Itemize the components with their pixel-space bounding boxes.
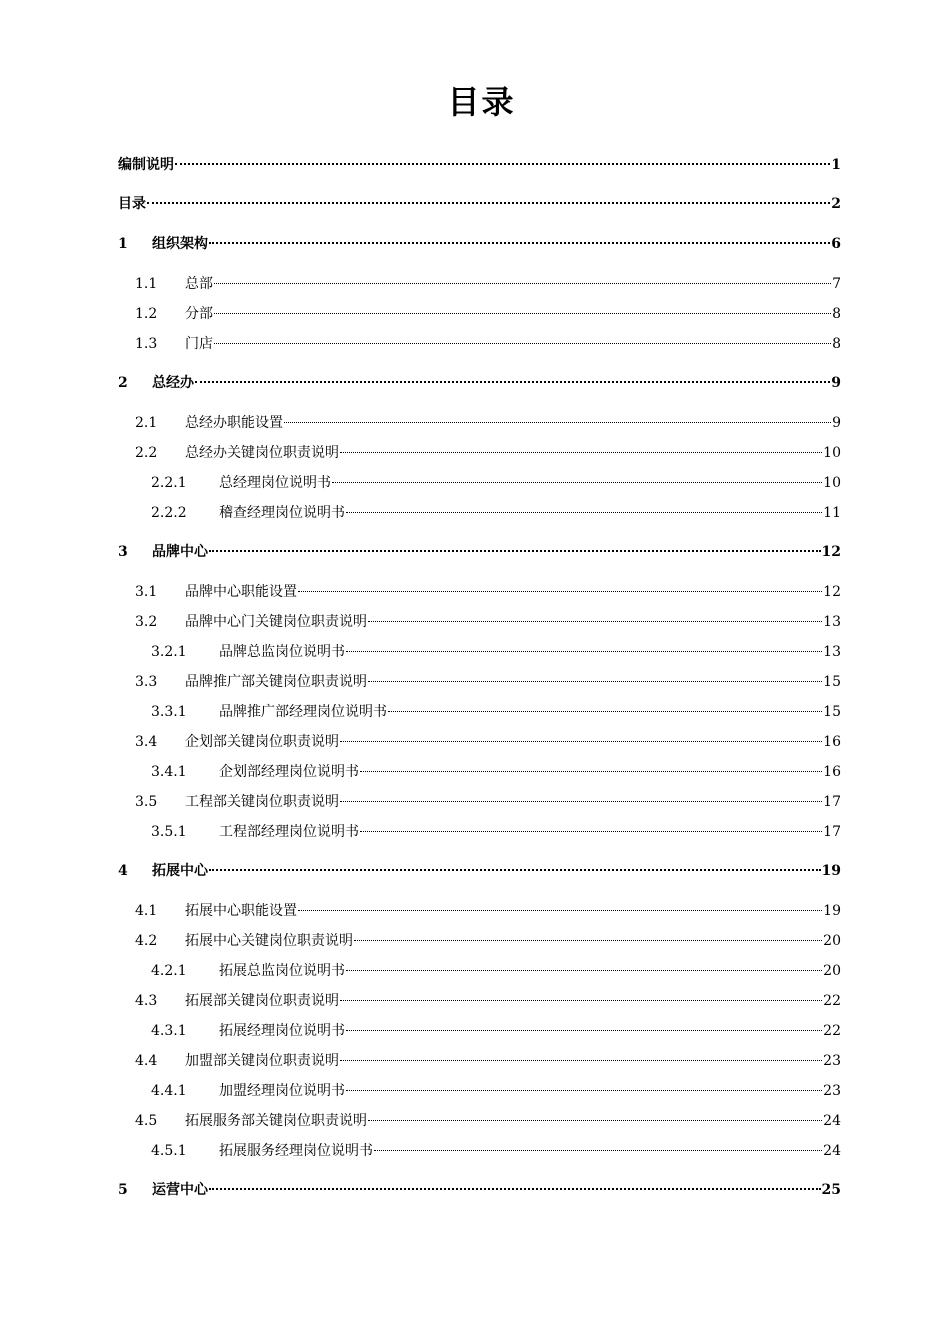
toc-entry-title: 加盟部关键岗位职责说明	[185, 1053, 339, 1069]
toc-dot-leader	[354, 925, 822, 945]
toc-entry-title: 品牌中心	[152, 544, 208, 560]
toc-entry-title: 加盟经理岗位说明书	[219, 1083, 345, 1099]
toc-entry-title: 品牌推广部关键岗位职责说明	[185, 674, 367, 690]
toc-entry-page-number: 10	[823, 475, 841, 491]
toc-entry-page-number: 20	[823, 963, 841, 979]
toc-entry-number: 3.4	[135, 734, 158, 750]
toc-entry-number: 3.4.1	[151, 764, 187, 780]
toc-dot-leader	[340, 786, 822, 806]
toc-dot-leader	[374, 1135, 822, 1155]
toc-entry-number: 1.3	[135, 336, 158, 352]
toc-entry[interactable]	[118, 188, 841, 212]
toc-dot-leader	[360, 816, 822, 836]
toc-entry-title: 工程部经理岗位说明书	[219, 824, 359, 840]
toc-entry-page-number: 23	[823, 1053, 841, 1069]
toc-entry-title: 总经理岗位说明书	[219, 475, 331, 491]
toc-entry-page-number: 13	[823, 614, 841, 630]
toc-dot-leader	[340, 1045, 822, 1065]
toc-entry[interactable]	[135, 1045, 841, 1069]
toc-entry-number: 4.3.1	[151, 1023, 187, 1039]
toc-dot-leader	[298, 895, 822, 915]
toc-entry[interactable]	[151, 1075, 841, 1099]
toc-entry-page-number: 12	[821, 544, 841, 560]
toc-entry[interactable]	[135, 985, 841, 1009]
toc-dot-leader	[147, 188, 830, 208]
toc-entry[interactable]	[135, 328, 841, 352]
toc-entry-page-number: 8	[832, 306, 841, 322]
toc-dot-leader	[340, 985, 822, 1005]
toc-entry[interactable]	[151, 467, 841, 491]
toc-entry[interactable]	[135, 576, 841, 600]
toc-entry[interactable]	[135, 1105, 841, 1129]
toc-entry[interactable]	[135, 407, 841, 431]
toc-entry[interactable]	[151, 756, 841, 780]
toc-entry-title: 企划部关键岗位职责说明	[185, 734, 339, 750]
toc-entry-title: 总经办	[152, 375, 194, 391]
toc-entry-page-number: 15	[823, 704, 841, 720]
toc-entry-title: 组织架构	[152, 236, 208, 252]
toc-entry-title: 品牌总监岗位说明书	[219, 644, 345, 660]
toc-dot-leader	[298, 576, 822, 596]
toc-entry[interactable]	[135, 895, 841, 919]
toc-entry-page-number: 25	[821, 1182, 841, 1198]
toc-dot-leader	[209, 855, 821, 875]
toc-entry[interactable]	[151, 955, 841, 979]
toc-entry[interactable]	[151, 636, 841, 660]
toc-entry[interactable]	[151, 497, 841, 521]
toc-entry[interactable]	[118, 536, 841, 560]
toc-dot-leader	[209, 536, 821, 556]
toc-entry[interactable]	[118, 228, 841, 252]
toc-entry-number: 5	[118, 1182, 128, 1198]
toc-entry[interactable]	[118, 149, 841, 173]
toc-entry-title: 总经办关键岗位职责说明	[185, 445, 339, 461]
toc-dot-leader	[214, 298, 831, 318]
toc-entry-title: 稽查经理岗位说明书	[219, 505, 345, 521]
toc-entry-title: 目录	[118, 196, 146, 212]
toc-entry-number: 4.2	[135, 933, 158, 949]
toc-dot-leader	[346, 1075, 822, 1095]
page-title: 目录	[447, 83, 516, 121]
toc-dot-leader	[368, 606, 822, 626]
toc-entry-number: 2.1	[135, 415, 158, 431]
toc-dot-leader	[175, 149, 830, 169]
toc-entry-number: 1.2	[135, 306, 158, 322]
toc-entry-number: 3.3.1	[151, 704, 187, 720]
toc-dot-leader	[195, 367, 830, 387]
toc-entry[interactable]	[118, 1174, 841, 1198]
toc-entry-title: 门店	[185, 336, 213, 352]
toc-entry-number: 3.5	[135, 794, 158, 810]
toc-entry[interactable]	[135, 726, 841, 750]
toc-entry-page-number: 17	[823, 824, 841, 840]
toc-dot-leader	[209, 228, 830, 248]
toc-entry-page-number: 11	[823, 505, 841, 521]
toc-entry-title: 品牌推广部经理岗位说明书	[219, 704, 387, 720]
toc-entry-page-number: 24	[823, 1143, 841, 1159]
toc-entry-page-number: 13	[823, 644, 841, 660]
toc-dot-leader	[388, 696, 822, 716]
toc-entry-number: 3.2.1	[151, 644, 187, 660]
toc-entry-page-number: 23	[823, 1083, 841, 1099]
toc-dot-leader	[332, 467, 822, 487]
toc-entry-title: 拓展中心	[152, 863, 208, 879]
toc-entry[interactable]	[135, 437, 841, 461]
toc-entry-page-number: 22	[823, 1023, 841, 1039]
toc-entry-page-number: 9	[832, 415, 841, 431]
toc-entry[interactable]	[135, 786, 841, 810]
toc-dot-leader	[368, 1105, 822, 1125]
toc-entry-page-number: 7	[832, 276, 841, 292]
toc-entry-page-number: 8	[832, 336, 841, 352]
toc-dot-leader	[346, 636, 822, 656]
toc-entry-number: 1.1	[135, 276, 158, 292]
toc-entry[interactable]	[118, 367, 841, 391]
toc-entry[interactable]	[118, 855, 841, 879]
toc-entry-title: 运营中心	[152, 1182, 208, 1198]
toc-entry-page-number: 20	[823, 933, 841, 949]
toc-entry-number: 2.2.1	[151, 475, 187, 491]
toc-dot-leader	[214, 328, 831, 348]
toc-entry[interactable]	[151, 1015, 841, 1039]
toc-entry[interactable]	[135, 268, 841, 292]
toc-entry-page-number: 19	[821, 863, 841, 879]
toc-entry-page-number: 2	[831, 196, 841, 212]
toc-entry-page-number: 16	[823, 734, 841, 750]
toc-dot-leader	[209, 1174, 821, 1194]
toc-entry-page-number: 17	[823, 794, 841, 810]
toc-entry-title: 编制说明	[118, 157, 174, 173]
toc-entry-page-number: 19	[823, 903, 841, 919]
toc-dot-leader	[214, 268, 831, 288]
toc-entry-number: 3	[118, 544, 128, 560]
toc-entry-page-number: 12	[823, 584, 841, 600]
toc-entry-number: 4.3	[135, 993, 158, 1009]
toc-entry-number: 4.4.1	[151, 1083, 187, 1099]
toc-entry-title: 拓展服务经理岗位说明书	[219, 1143, 373, 1159]
toc-entry-title: 总经办职能设置	[185, 415, 283, 431]
toc-entry-page-number: 16	[823, 764, 841, 780]
toc-entry-title: 拓展部关键岗位职责说明	[185, 993, 339, 1009]
toc-entry-title: 拓展经理岗位说明书	[219, 1023, 345, 1039]
toc-entry-number: 3.1	[135, 584, 158, 600]
toc-entry-number: 3.3	[135, 674, 158, 690]
toc-entry[interactable]	[151, 696, 841, 720]
toc-entry-title: 分部	[185, 306, 213, 322]
toc-entry-number: 2.2.2	[151, 505, 187, 521]
toc-entry-title: 拓展中心关键岗位职责说明	[185, 933, 353, 949]
toc-entry[interactable]	[151, 1135, 841, 1159]
toc-entry-number: 2.2	[135, 445, 158, 461]
toc-entry-title: 总部	[185, 276, 213, 292]
toc-dot-leader	[284, 407, 831, 427]
toc-entry-number: 3.5.1	[151, 824, 187, 840]
toc-entry-number: 4.4	[135, 1053, 158, 1069]
toc-entry-number: 4.1	[135, 903, 158, 919]
toc-entry[interactable]	[135, 298, 841, 322]
toc-entry-page-number: 1	[831, 157, 841, 173]
toc-dot-leader	[346, 955, 822, 975]
toc-entry-number: 2	[118, 375, 128, 391]
toc-entry-title: 品牌中心门关键岗位职责说明	[185, 614, 367, 630]
toc-entry-number: 1	[118, 236, 128, 252]
toc-entry-page-number: 10	[823, 445, 841, 461]
toc-entry-number: 3.2	[135, 614, 158, 630]
toc-entry-title: 拓展总监岗位说明书	[219, 963, 345, 979]
toc-entry[interactable]	[135, 606, 841, 630]
toc-entry-number: 4.5	[135, 1113, 158, 1129]
toc-entry-page-number: 22	[823, 993, 841, 1009]
toc-entry[interactable]	[151, 816, 841, 840]
toc-entry-title: 拓展中心职能设置	[185, 903, 297, 919]
toc-dot-leader	[346, 1015, 822, 1035]
toc-entry-number: 4	[118, 863, 128, 879]
toc-entry-page-number: 9	[831, 375, 841, 391]
toc-dot-leader	[360, 756, 822, 776]
toc-dot-leader	[368, 666, 822, 686]
toc-entry[interactable]	[135, 666, 841, 690]
toc-entry-number: 4.2.1	[151, 963, 187, 979]
toc-dot-leader	[346, 497, 822, 517]
toc-entry-number: 4.5.1	[151, 1143, 187, 1159]
toc-entry-page-number: 6	[831, 236, 841, 252]
toc-dot-leader	[340, 726, 822, 746]
toc-dot-leader	[340, 437, 822, 457]
toc-entry-page-number: 15	[823, 674, 841, 690]
toc-entry-page-number: 24	[823, 1113, 841, 1129]
toc-entry-title: 品牌中心职能设置	[185, 584, 297, 600]
toc-entry-title: 工程部关键岗位职责说明	[185, 794, 339, 810]
toc-entry[interactable]	[135, 925, 841, 949]
toc-entry-title: 企划部经理岗位说明书	[219, 764, 359, 780]
toc-entry-title: 拓展服务部关键岗位职责说明	[185, 1113, 367, 1129]
